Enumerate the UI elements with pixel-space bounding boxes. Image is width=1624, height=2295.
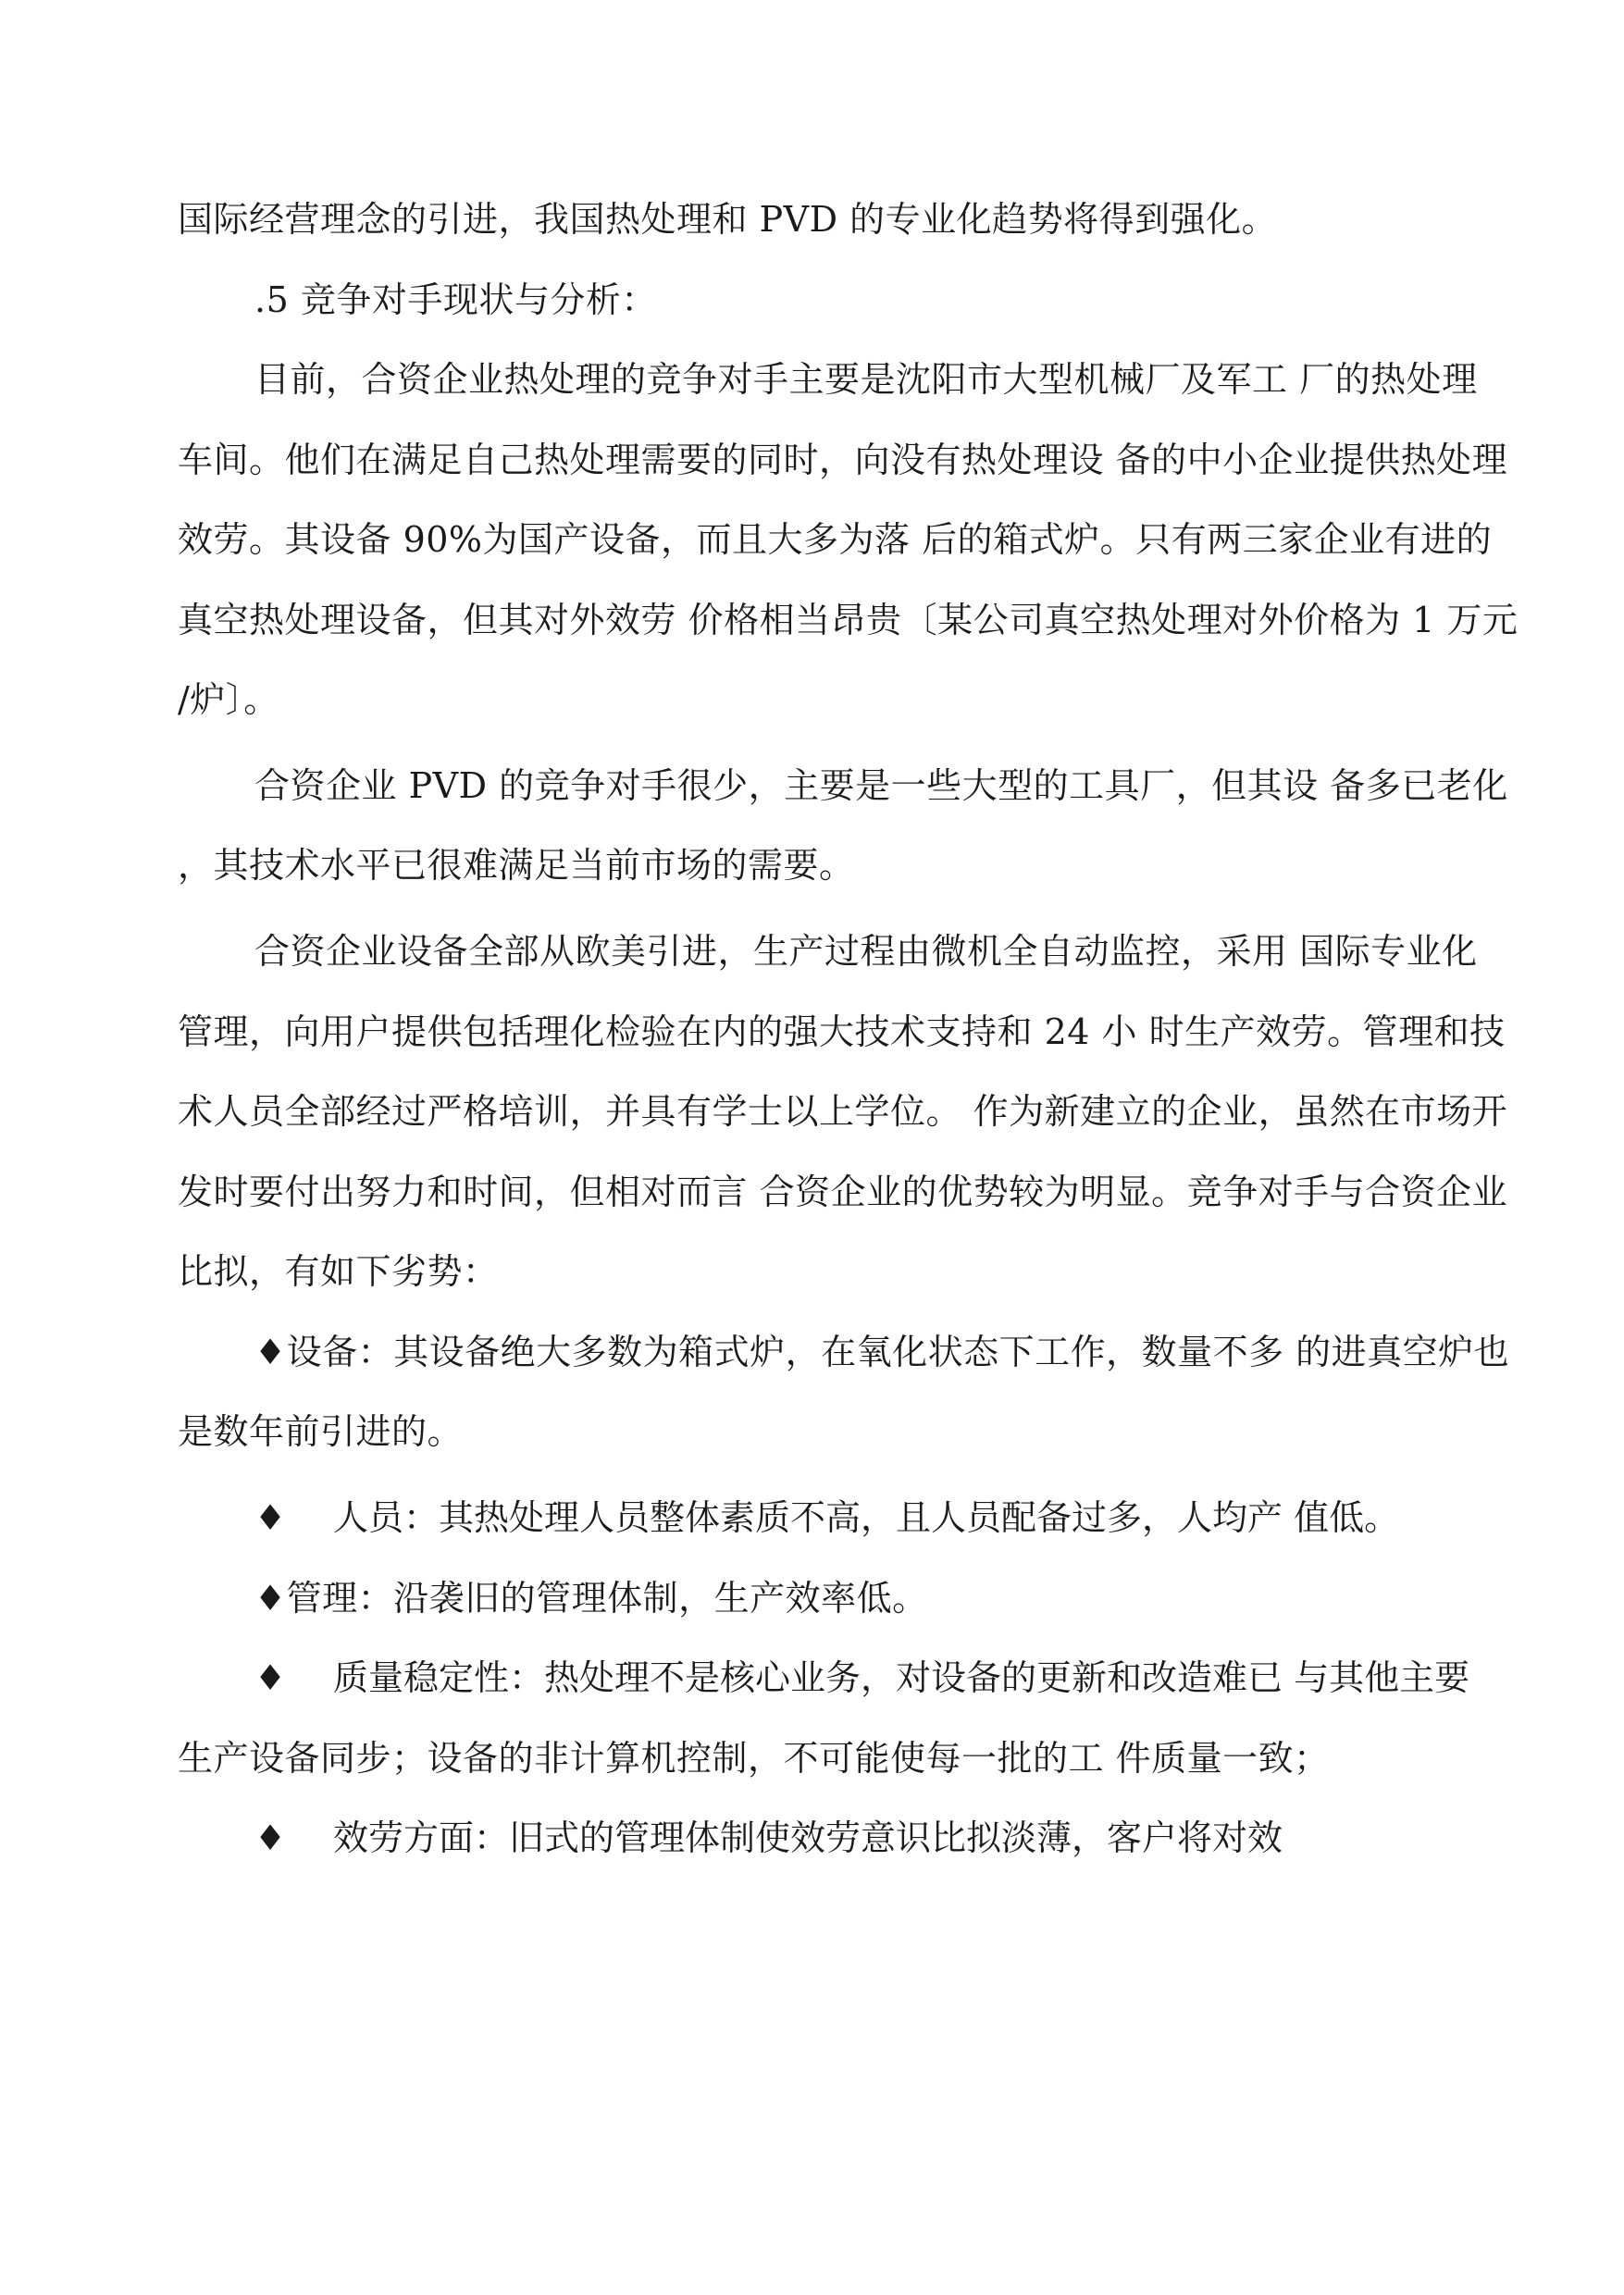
paragraph-line: /炉〕。 (178, 679, 279, 720)
paragraph-line: 合资企业设备全部从欧美引进，生产过程由微机全自动监控，采用 国际专业化 (254, 931, 1478, 972)
paragraph-line: 发时要付出努力和时间，但相对而言 合资企业的优势较为明显。竞争对手与合资企业 (178, 1172, 1508, 1212)
paragraph-line: ，其技术水平已很难满足当前市场的需要。 (178, 845, 855, 886)
diamond-bullet-icon: ♦ (254, 1817, 287, 1858)
paragraph-line: 管理，向用户提供包括理化检验在内的强大技术支持和 24 小 时生产效劳。管理和技 (178, 1011, 1506, 1052)
paragraph-line: 真空热处理设备，但其对外效劳 价格相当昂贵〔某公司真空热处理对外价格为 1 万元 (178, 600, 1519, 640)
diamond-bullet-icon: ♦ (254, 1657, 287, 1698)
paragraph-line: 效劳。其设备 90%为国产设备，而且大多为落 后的箱式炉。只有两三家企业有进的 (178, 519, 1493, 560)
paragraph-line: 目前，合资企业热处理的竞争对手主要是沈阳市大型机械厂及军工 厂的热处理 (254, 359, 1478, 400)
bullet-text: 效劳方面：旧式的管理体制使效劳意识比拟淡薄，客户将对效 (333, 1817, 1283, 1858)
paragraph-line: 是数年前引进的。 (178, 1411, 464, 1452)
bullet-text: 人员：其热处理人员整体素质不高，且人员配备过多，人均产 值低。 (333, 1497, 1400, 1538)
bullet-item-management: ♦管理：沿袭旧的管理体制，生产效率低。 (254, 1578, 928, 1619)
bullet-text: 质量稳定性：热处理不是核心业务，对设备的更新和改造难已 与其他主要 (333, 1657, 1470, 1698)
diamond-bullet-icon: ♦ (254, 1497, 287, 1538)
paragraph-line: 国际经营理念的引进，我国热处理和 PVD 的专业化趋势将得到强化。 (178, 199, 1278, 240)
paragraph-line: 车间。他们在满足自己热处理需要的同时，向没有热处理设 备的中小企业提供热处理 (178, 440, 1508, 480)
paragraph-line: 比拟，有如下劣势： (178, 1251, 499, 1292)
paragraph-line: 术人员全部经过严格培训，并具有学士以上学位。 作为新建立的企业，虽然在市场开 (178, 1091, 1508, 1132)
paragraph-line: 合资企业 PVD 的竞争对手很少，主要是一些大型的工具厂，但其设 备多已老化 (254, 765, 1508, 806)
paragraph-line: 生产设备同步；设备的非计算机控制，不可能使每一批的工 件质量一致； (178, 1738, 1330, 1779)
section-heading: .5 竞争对手现状与分析： (254, 279, 657, 320)
bullet-item-equipment: ♦设备：其设备绝大多数为箱式炉，在氧化状态下工作，数量不多 的进真空炉也 (254, 1332, 1510, 1372)
